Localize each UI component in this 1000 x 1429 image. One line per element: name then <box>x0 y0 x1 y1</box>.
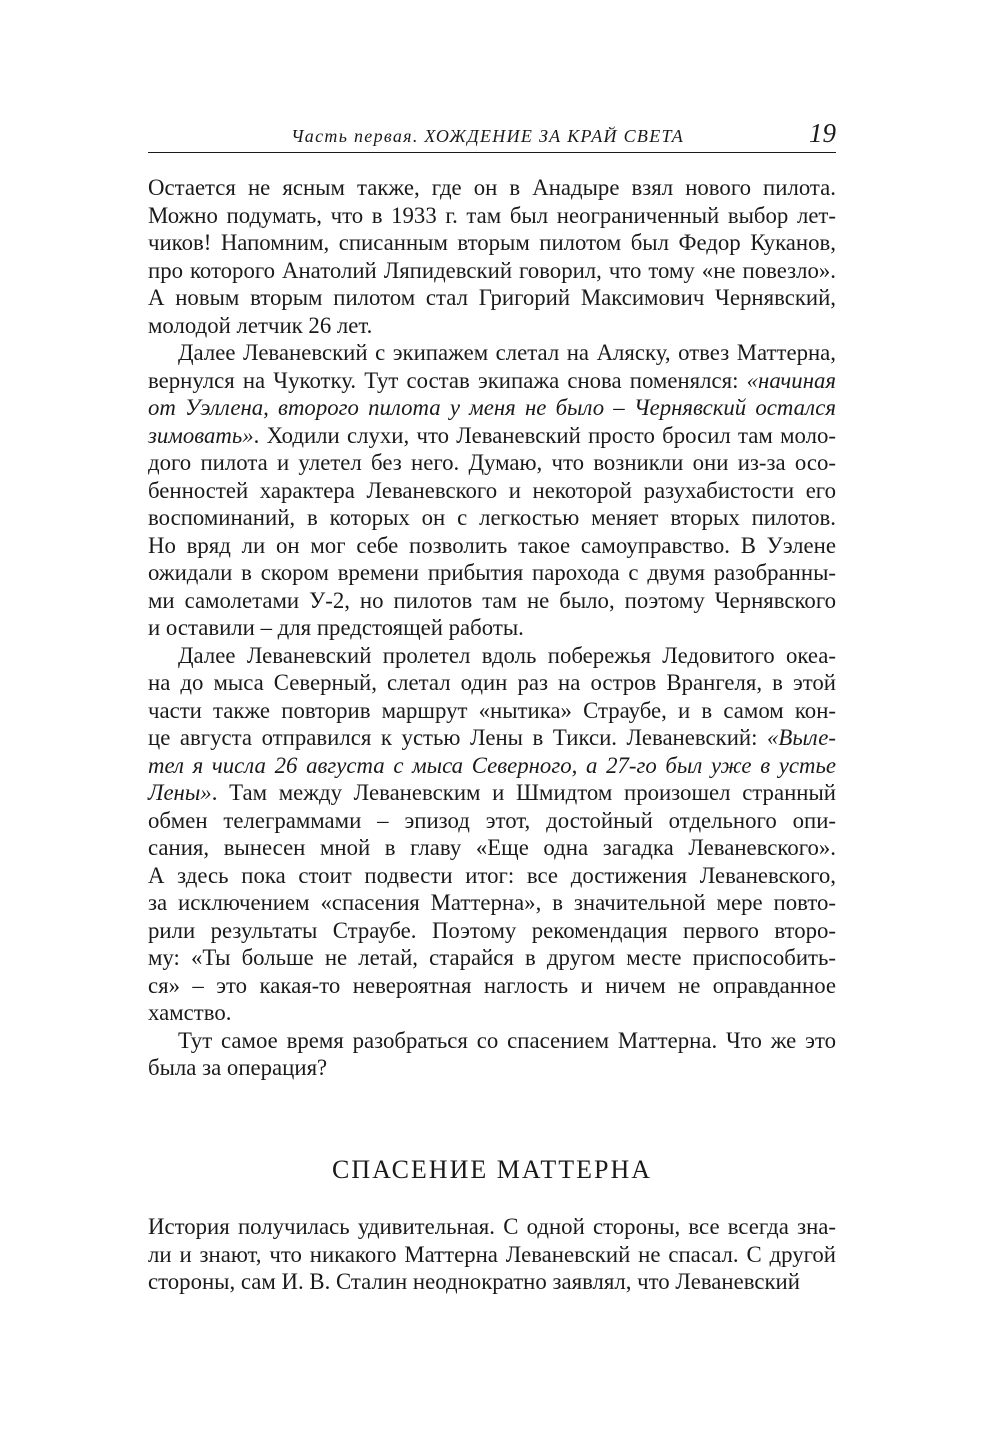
text-run: ли и знают, что никакого Маттерна Леваневский не спасал. С другой <box>148 1241 836 1267</box>
text-run: дого пилота и улетел без него. Думаю, что возникли они из-за осо- <box>148 450 836 475</box>
text-line <box>148 834 836 862</box>
text-line <box>148 504 836 532</box>
text-line <box>148 1054 836 1082</box>
paragraph <box>148 642 836 1027</box>
text-line <box>148 724 836 752</box>
text-line <box>148 394 836 422</box>
text-line <box>148 559 836 587</box>
text-run: на до мыса Северный, слетал один раз на остров Врангеля, в этой <box>148 670 836 695</box>
text-run: Остается не ясным также, где он в Анадыре взял нового пилота. <box>148 175 836 200</box>
text-line <box>148 202 836 230</box>
text-run: . Там между Леваневским и Шмидтом произошел странный <box>211 780 836 805</box>
text-line <box>148 1241 836 1269</box>
text-run: вернулся на Чукотку. Тут состав экипажа снова поменялся: <box>148 367 747 393</box>
text-run: ся» – это какая-то невероятная наглость и ничем не оправданное <box>148 972 836 998</box>
text-run: Но вряд ли он мог себе позволить такое самоуправство. В Уэлене <box>148 532 836 558</box>
italic-quote: от Уэллена, второго пилота у меня не было – Чернявский остался <box>148 395 836 420</box>
running-title: Часть первая. ХОЖДЕНИЕ ЗА КРАЙ СВЕТА <box>291 126 684 146</box>
text-line <box>148 752 836 780</box>
text-line <box>148 257 836 285</box>
text-line <box>148 174 836 202</box>
text-line <box>148 477 836 505</box>
text-run: це августа отправился к устью Лены в Тикси. Леваневский: <box>148 725 768 750</box>
text-line <box>148 1268 836 1296</box>
text-line <box>148 312 836 340</box>
text-run: Далее Леваневский пролетел вдоль побережья Ледовитого океа- <box>178 642 836 668</box>
section-heading: СПАСЕНИЕ МАТТЕРНА <box>331 1155 653 1184</box>
text-line <box>148 367 836 395</box>
main-text <box>148 174 836 1082</box>
text-run: А здесь пока стоит подвести итог: все достижения Леваневского, <box>148 862 836 888</box>
running-header <box>148 118 836 153</box>
paragraph <box>148 339 836 642</box>
text-run: Далее Леваневский с экипажем слетал на Аляску, отвез Маттерна, <box>178 340 836 365</box>
text-run: ми самолетами У-2, но пилотов там не было, поэтому Чернявского <box>148 587 836 613</box>
text-run: молодой летчик 26 лет. <box>148 312 373 338</box>
text-run: и оставили – для предстоящей работы. <box>148 615 524 640</box>
text-run: хамство. <box>148 1000 232 1025</box>
text-line <box>148 229 836 257</box>
text-line <box>148 669 836 697</box>
text-line <box>148 779 836 807</box>
text-run: чиков! Напомним, списанным вторым пилотом был Федор Куканов, <box>148 230 836 255</box>
text-run: ожидали в скором времени прибытия парохода с двумя разобранны- <box>148 560 836 585</box>
text-line <box>148 587 836 615</box>
text-line <box>148 532 836 560</box>
italic-quote: «начиная <box>746 367 836 393</box>
text-run: . Ходили слухи, что Леваневский просто бросил там моло- <box>253 422 836 448</box>
text-line <box>148 697 836 725</box>
paragraph <box>148 1213 836 1296</box>
italic-quote: тел я числа 26 августа с мыса Северного, а 27-го был уже в устье <box>148 752 836 778</box>
text-run: про которого Анатолий Ляпидевский говорил, что тому «не повезло». <box>148 257 836 283</box>
italic-quote: Лены» <box>148 780 212 805</box>
text-line <box>148 422 836 450</box>
text-line <box>148 944 836 972</box>
text-line <box>148 862 836 890</box>
text-line <box>148 999 836 1027</box>
paragraph <box>148 174 836 339</box>
text-line <box>148 917 836 945</box>
text-line <box>148 642 836 670</box>
text-line <box>148 339 836 367</box>
section-text <box>148 1213 836 1296</box>
page-number: 19 <box>809 118 836 148</box>
text-run: История получилась удивительная. С одной стороны, все всегда зна- <box>148 1214 836 1239</box>
text-run: бенностей характера Леваневского и некоторой разухабистости его <box>148 477 836 503</box>
text-line <box>148 889 836 917</box>
italic-quote: «Выле- <box>767 725 836 750</box>
text-line <box>148 614 836 642</box>
text-line <box>148 449 836 477</box>
text-line <box>148 1213 836 1241</box>
text-run: части также повторив маршрут «нытика» Страубе, и в самом кон- <box>148 697 836 723</box>
text-run: была за операция? <box>148 1055 328 1080</box>
text-line <box>148 1027 836 1055</box>
text-run: му: «Ты больше не летай, старайся в другом месте приспособить- <box>148 945 836 970</box>
text-run: А новым вторым пилотом стал Григорий Максимович Чернявский, <box>148 285 836 310</box>
text-run: сания, вынесен мной в главу «Еще одна загадка Леваневского». <box>148 835 836 860</box>
text-line <box>148 972 836 1000</box>
italic-quote: зимовать» <box>148 422 254 448</box>
text-run: стороны, сам И. В. Сталин неоднократно заявлял, что Леваневский <box>148 1269 800 1294</box>
text-run: Можно подумать, что в 1933 г. там был неограниченный выбор лет- <box>148 202 836 228</box>
text-run: воспоминаний, в которых он с легкостью меняет вторых пилотов. <box>148 505 836 530</box>
text-run: за исключением «спасения Маттерна», в значительной мере повто- <box>148 890 836 915</box>
text-run: Тут самое время разобраться со спасением Маттерна. Что же это <box>178 1027 836 1053</box>
text-line <box>148 807 836 835</box>
text-line <box>148 284 836 312</box>
paragraph <box>148 1027 836 1082</box>
text-run: рили результаты Страубе. Поэтому рекомендация первого второ- <box>148 917 836 943</box>
text-run: обмен телеграммами – эпизод этот, достойный отдельного опи- <box>148 807 836 833</box>
